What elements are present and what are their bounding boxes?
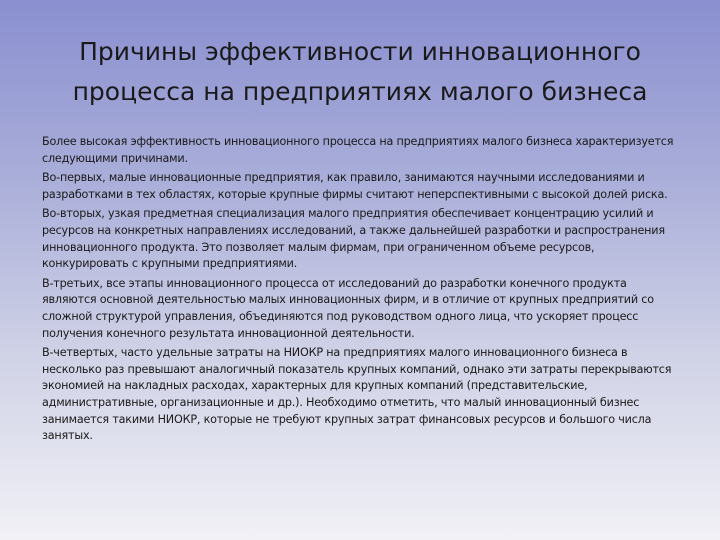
slide-body xyxy=(42,134,682,448)
paragraph-fourth-reason: В-четвертых, часто удельные затраты на НИОКР на предприятиях малого инновационного бизнеса в несколько раз превышают аналогичный показатель крупных компаний, однако эти затраты перекрываются экономией на накладных расходах, характерных для крупных компаний (представительские, административные, организационные и др.). Необходимо отметить, что малый инновационный бизнес занимается такими НИОКР, которые не требуют крупных затрат финансовых ресурсов и большого числа занятых. xyxy=(42,346,672,443)
slide-title xyxy=(30,32,690,112)
paragraph-second-reason: Во-вторых, узкая предметная специализация малого предприятия обеспечивает концентрацию усилий и ресурсов на конкретных направлениях исследований, а также дальнейшей разработки и распространения инновационного продукта. Это позволяет малым фирмам, при ограниченном объеме ресурсов, конкурировать с крупными предприятиями. xyxy=(42,207,665,271)
paragraph-first-reason: Во-первых, малые инновационные предприятия, как правило, занимаются научными исследованиями и разработками в тех областях, которые крупные фирмы считают неперспективными с высокой долей риска. xyxy=(42,171,668,201)
slide-title-line-2: процесса на предприятиях малого бизнеса xyxy=(72,77,648,106)
slide-title-line-1: Причины эффективности инновационного xyxy=(79,37,641,66)
paragraph-intro: Более высокая эффективность инновационного процесса на предприятиях малого бизнеса характеризуется следующими причинами. xyxy=(42,135,674,165)
paragraph-third-reason: В-третьих, все этапы инновационного процесса от исследований до разработки конечного продукта являются основной деятельностью малых инновационных фирм, и в отличие от крупных предприятий со сложной структурой управления, объединяются под руководством одного лица, что ускоряет процесс получения конечного результата инновационной деятельности. xyxy=(42,276,654,340)
